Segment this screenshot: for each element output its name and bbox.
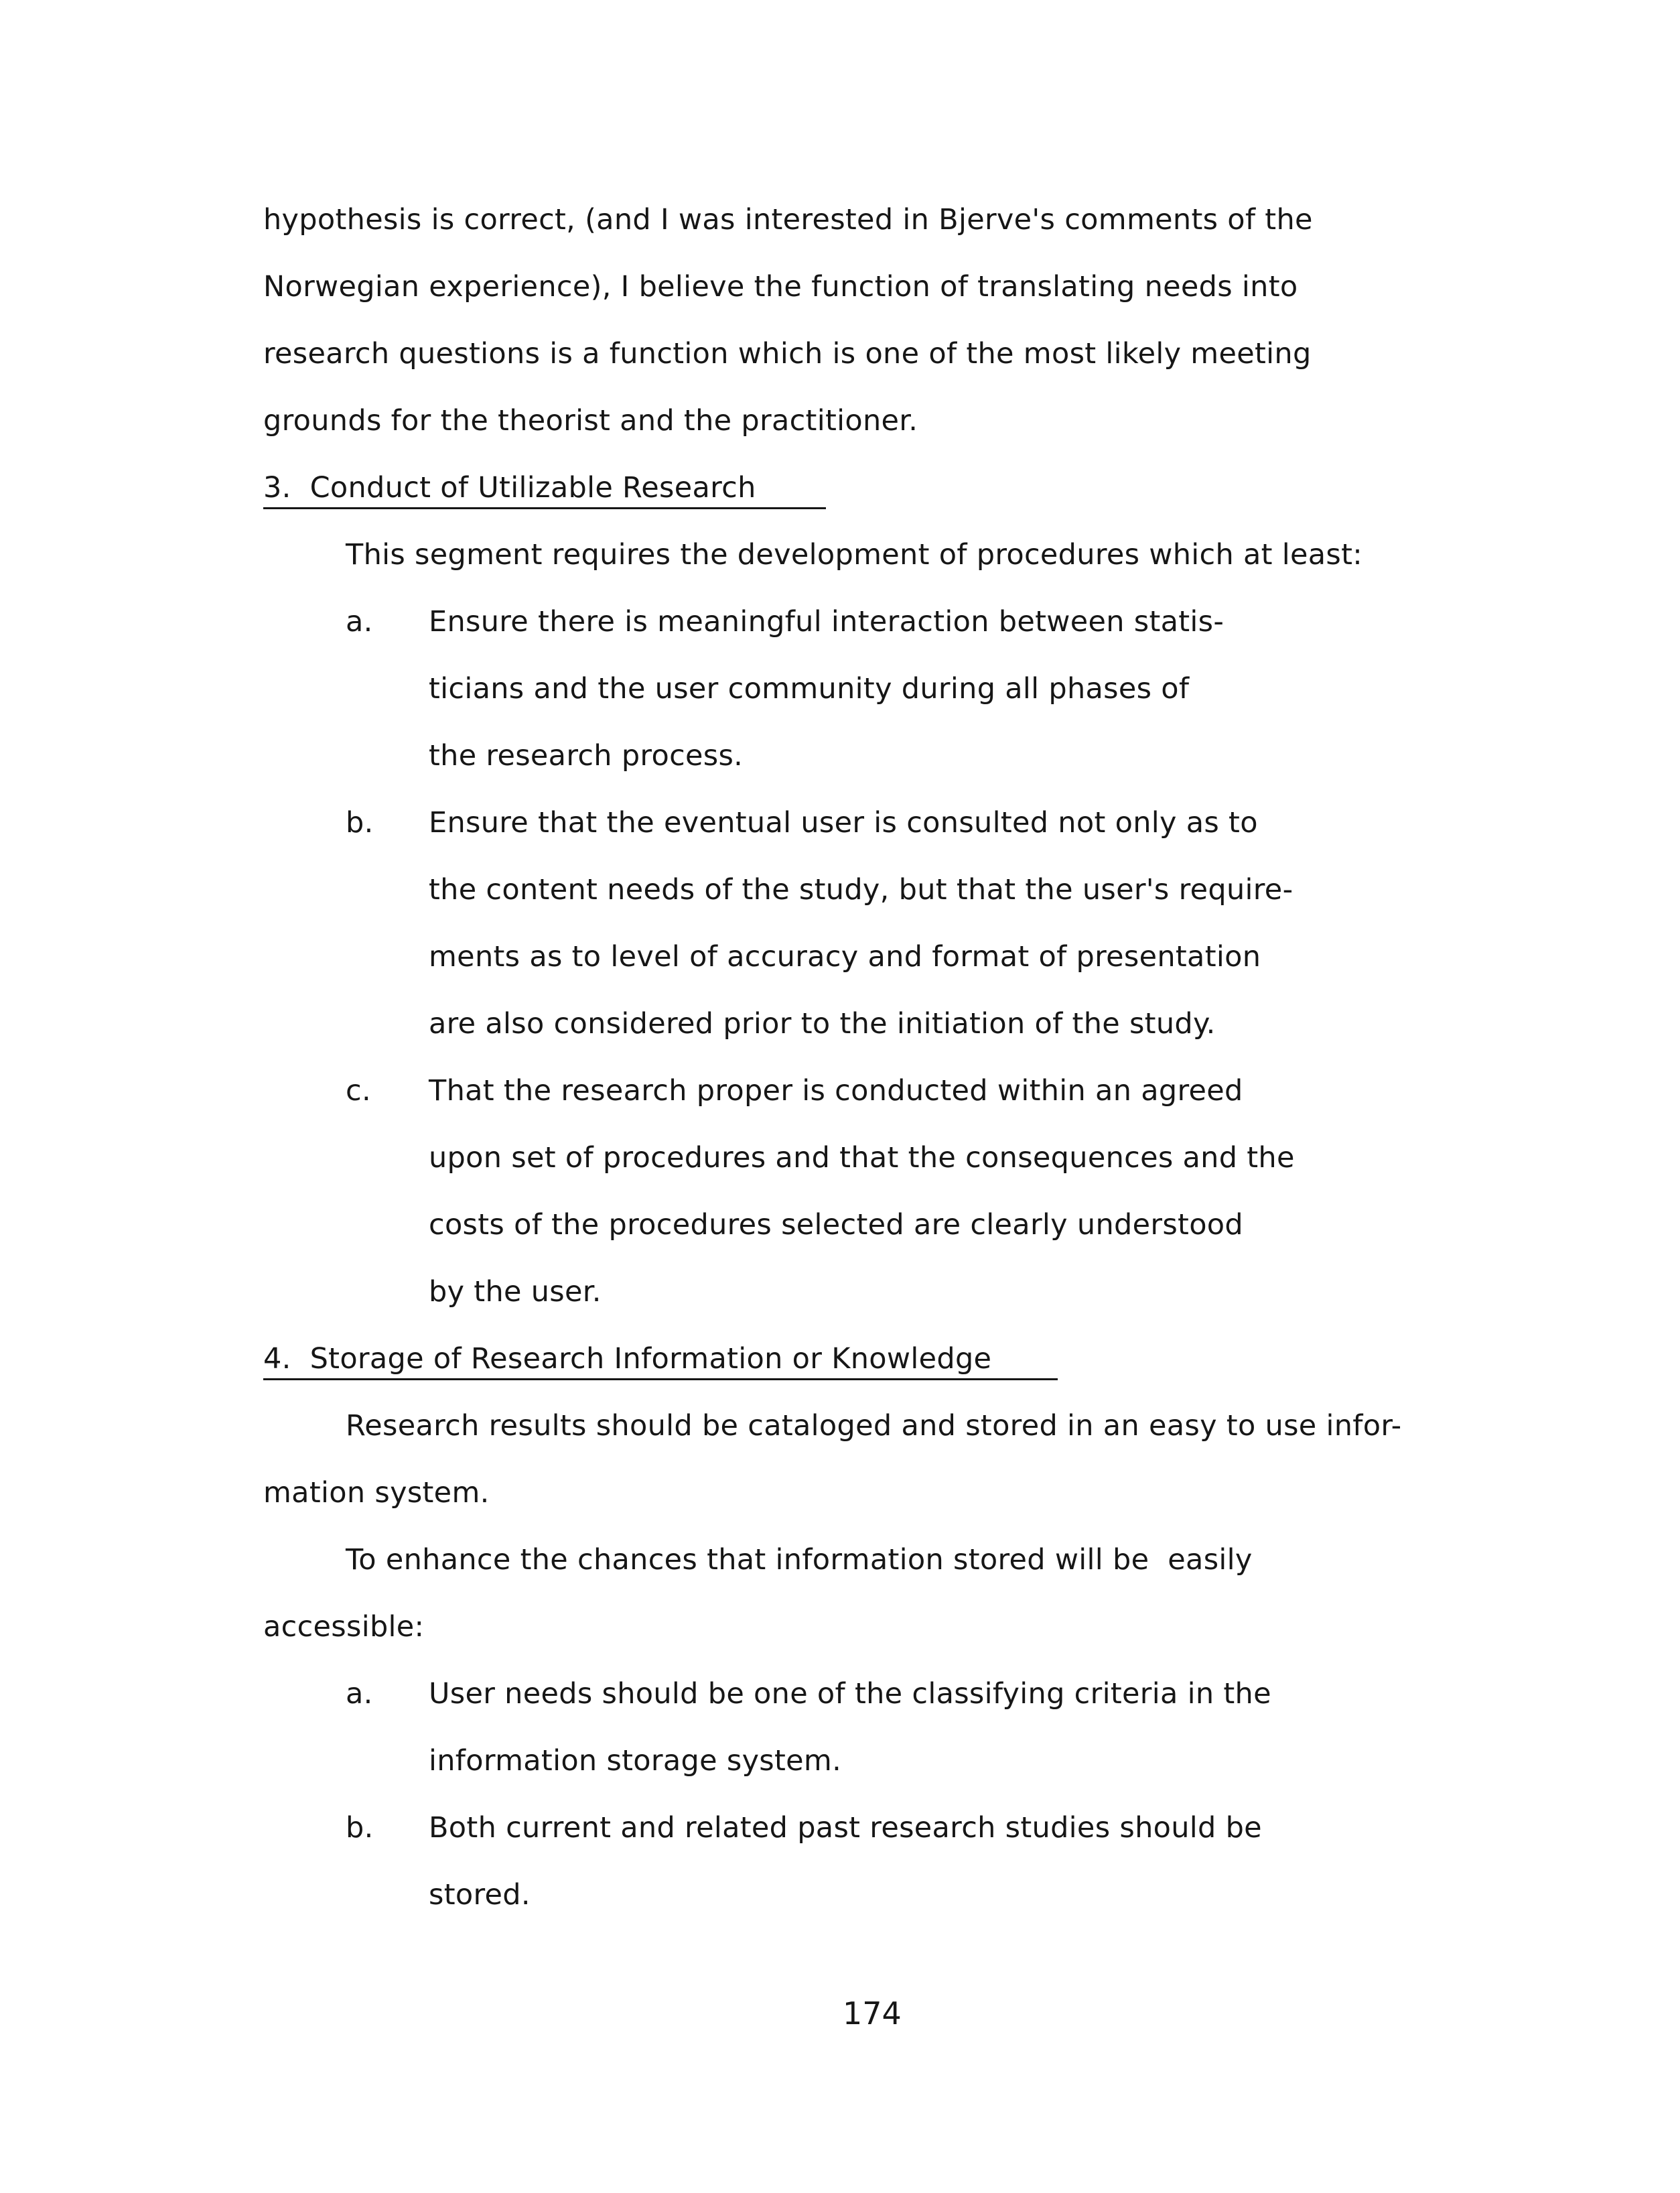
section-3-heading: 3. Conduct of Utilizable Research (263, 471, 756, 505)
list-item-line: information storage system. (429, 1744, 842, 1778)
list-marker: a. (346, 605, 373, 639)
section-4-heading: 4. Storage of Research Information or Knowledge (263, 1342, 992, 1376)
body-text-line: research questions is a function which is one of the most likely meeting (263, 337, 1312, 371)
list-marker: a. (346, 1677, 373, 1711)
list-item-line: Ensure there is meaningful interaction between statis- (429, 605, 1224, 639)
list-marker: c. (346, 1074, 371, 1108)
body-text-line: hypothesis is correct, (and I was interested in Bjerve's comments of the (263, 203, 1313, 237)
section-4-underline (263, 1378, 1058, 1380)
list-item-line: the content needs of the study, but that the user's require- (429, 873, 1293, 907)
section-3-intro: This segment requires the development of procedures which at least: (346, 538, 1363, 572)
body-text-line: accessible: (263, 1610, 425, 1644)
list-item-line: costs of the procedures selected are clearly understood (429, 1208, 1244, 1242)
body-text-line: Research results should be cataloged and stored in an easy to use infor- (346, 1409, 1402, 1443)
page-number: 174 (843, 1995, 902, 2032)
body-text-line: grounds for the theorist and the practitioner. (263, 404, 918, 438)
list-item-line: Ensure that the eventual user is consulted not only as to (429, 806, 1258, 840)
list-item-line: upon set of procedures and that the consequences and the (429, 1141, 1295, 1175)
list-item-line: stored. (429, 1878, 531, 1912)
list-item-line: That the research proper is conducted within an agreed (429, 1074, 1243, 1108)
list-item-line: the research process. (429, 739, 744, 773)
list-item-line: ticians and the user community during all phases of (429, 672, 1190, 706)
list-item-line: are also considered prior to the initiation of the study. (429, 1007, 1216, 1041)
list-marker: b. (346, 806, 374, 840)
list-item-line: ments as to level of accuracy and format of presentation (429, 940, 1261, 974)
list-item-line: by the user. (429, 1275, 602, 1309)
body-text-line: To enhance the chances that information stored will be easily (346, 1543, 1253, 1577)
body-text-line: mation system. (263, 1476, 490, 1510)
list-item-line: Both current and related past research studies should be (429, 1811, 1262, 1845)
list-marker: b. (346, 1811, 374, 1845)
section-3-underline (263, 507, 826, 509)
list-item-line: User needs should be one of the classifying criteria in the (429, 1677, 1271, 1711)
body-text-line: Norwegian experience), I believe the function of translating needs into (263, 270, 1298, 304)
